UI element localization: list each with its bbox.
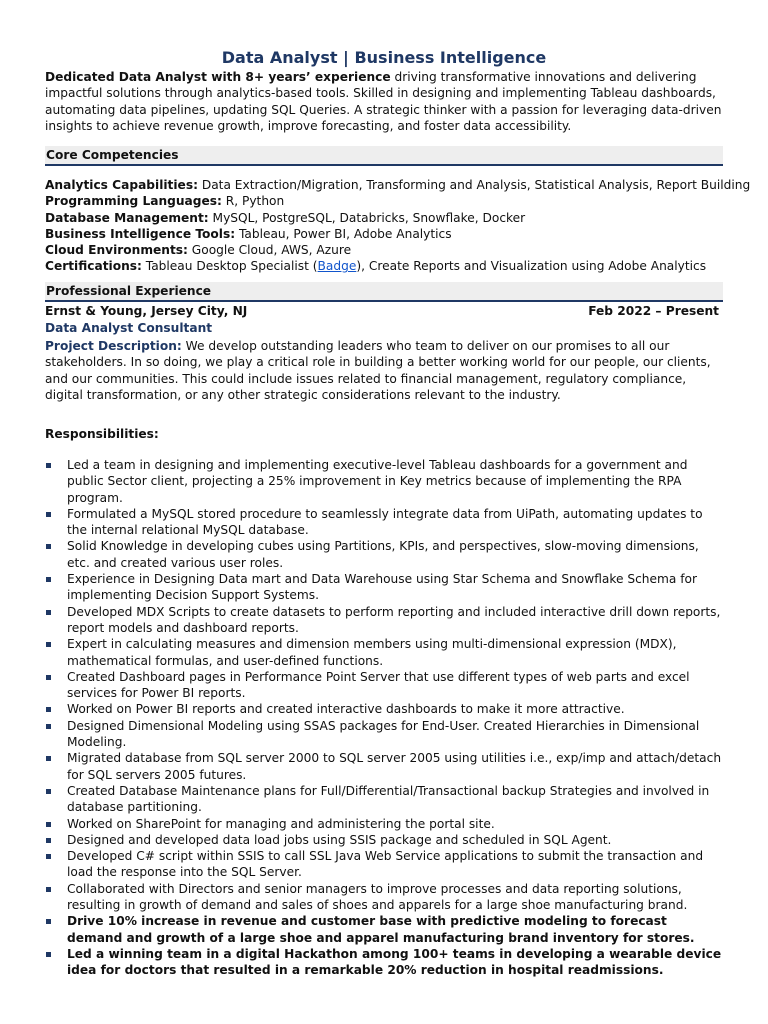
responsibilities-list [45, 457, 725, 979]
responsibilities-heading: Responsibilities: [45, 427, 159, 441]
bullet-square-icon [46, 952, 51, 957]
competency-languages: Programming Languages: R, Python [45, 194, 285, 209]
summary-text: driving transformative innovations and delivering impactful solutions through analytics-based tools. Skilled in designing and implementing Tableau dashboards, automating data pipelines, updating SQL Queries. A strategic thinker with a passion for leveraging data-driven insights to achieve revenue growth, improve forecasting, and foster data accessibility. [45, 70, 722, 133]
list-item: Led a winning team in a digital Hackathon among 100+ teams in developing a wearable device idea for doctors that resulted in a remarkable 20% reduction in hospital readmissions. [45, 946, 725, 979]
competency-bi-tools: Business Intelligence Tools: Tableau, Power BI, Adobe Analytics [45, 226, 452, 241]
competencies-list [45, 177, 751, 275]
list-item: Drive 10% increase in revenue and customer base with predictive modeling to forecast demand and growth of a large shoe and apparel manufacturing brand inventory for stores. [45, 913, 725, 946]
competency-cloud: Cloud Environments: Google Cloud, AWS, Azure [45, 243, 352, 258]
list-item: Created Dashboard pages in Performance Point Server that use different types of web parts and excel services for Power BI reports. [45, 669, 725, 702]
list-item: Experience in Designing Data mart and Data Warehouse using Star Schema and Snowflake Schema for implementing Decision Support Systems. [45, 571, 725, 604]
list-item: Worked on SharePoint for managing and administering the portal site. [45, 816, 725, 832]
bullet-square-icon [46, 544, 51, 549]
bullet-square-icon [46, 707, 51, 712]
list-item: Migrated database from SQL server 2000 to SQL server 2005 using utilities i.e., exp/imp and attach/detach for SQL servers 2005 futures. [45, 750, 725, 783]
project-description-label: Project Description: [45, 339, 182, 353]
list-item: Led a team in designing and implementing executive-level Tableau dashboards for a government and public Sector client, projecting a 25% improvement in Key metrics because of implementing the RPA program. [45, 457, 725, 506]
resume-title: Data Analyst | Business Intelligence [221, 48, 547, 67]
project-description [45, 338, 723, 403]
professional-experience-heading: Professional Experience [45, 282, 723, 302]
summary-paragraph [45, 69, 725, 134]
core-competencies-heading: Core Competencies [45, 146, 723, 166]
job-role: Data Analyst Consultant [45, 321, 213, 335]
bullet-square-icon [46, 512, 51, 517]
list-item: Designed Dimensional Modeling using SSAS packages for End-User. Created Hierarchies in Dimensional Modeling. [45, 718, 725, 751]
list-item: Expert in calculating measures and dimension members using multi-dimensional expression (MDX), mathematical formulas, and user-defined functions. [45, 636, 725, 669]
bullet-square-icon [46, 675, 51, 680]
list-item: Developed C# script within SSIS to call SSL Java Web Service applications to submit the transaction and load the response into the SQL Server. [45, 848, 725, 881]
company-location: Ernst & Young, Jersey City, NJ [45, 304, 248, 318]
bullet-square-icon [46, 838, 51, 843]
competency-database: Database Management: MySQL, PostgreSQL, Databricks, Snowflake, Docker [45, 210, 526, 225]
bullet-square-icon [46, 610, 51, 615]
list-item: Worked on Power BI reports and created interactive dashboards to make it more attractive. [45, 701, 725, 717]
list-item: Designed and developed data load jobs using SSIS package and scheduled in SQL Agent. [45, 832, 725, 848]
list-item: Collaborated with Directors and senior managers to improve processes and data reporting solutions, resulting in growth of demand and sales of shoes and apparels for a large shoe manufacturing brand. [45, 881, 725, 914]
list-item: Formulated a MySQL stored procedure to seamlessly integrate data from UiPath, automating updates to the internal relational MySQL database. [45, 506, 725, 539]
badge-link[interactable]: Badge [317, 259, 357, 274]
bullet-square-icon [46, 577, 51, 582]
bullet-square-icon [46, 724, 51, 729]
project-description-text: We develop outstanding leaders who team to deliver on our promises to all our stakeholders. In so doing, we play a critical role in building a better working world for our people, our clients, and our communities. This could include issues related to financial management, regulatory compliance, digital transformation, or any other strategic considerations relevant to the industry. [45, 339, 711, 402]
list-item: Created Database Maintenance plans for Full/Differential/Transactional backup Strategies and involved in database partitioning. [45, 783, 725, 816]
bullet-square-icon [46, 854, 51, 859]
summary-highlight: Dedicated Data Analyst with 8+ years’ experience [45, 70, 391, 84]
job-dates: Feb 2022 – Present [588, 304, 719, 318]
bullet-square-icon [46, 642, 51, 647]
competency-analytics: Analytics Capabilities: Data Extraction/Migration, Transforming and Analysis, Statistical Analysis, Report Building [45, 178, 751, 192]
list-item: Solid Knowledge in developing cubes using Partitions, KPIs, and perspectives, slow-moving dimensions, etc. and created various user roles. [45, 538, 725, 571]
bullet-square-icon [46, 887, 51, 892]
list-item: Developed MDX Scripts to create datasets to perform reporting and included interactive drill down reports, report models and dashboard reports. [45, 604, 725, 637]
bullet-square-icon [46, 822, 51, 827]
competency-certifications: Certifications: Tableau Desktop Specialist (Badge), Create Reports and Visualization using Adobe Analytics [45, 259, 707, 274]
bullet-square-icon [46, 919, 51, 924]
bullet-square-icon [46, 756, 51, 761]
job-header [45, 303, 719, 319]
bullet-square-icon [46, 789, 51, 794]
bullet-square-icon [46, 463, 51, 468]
